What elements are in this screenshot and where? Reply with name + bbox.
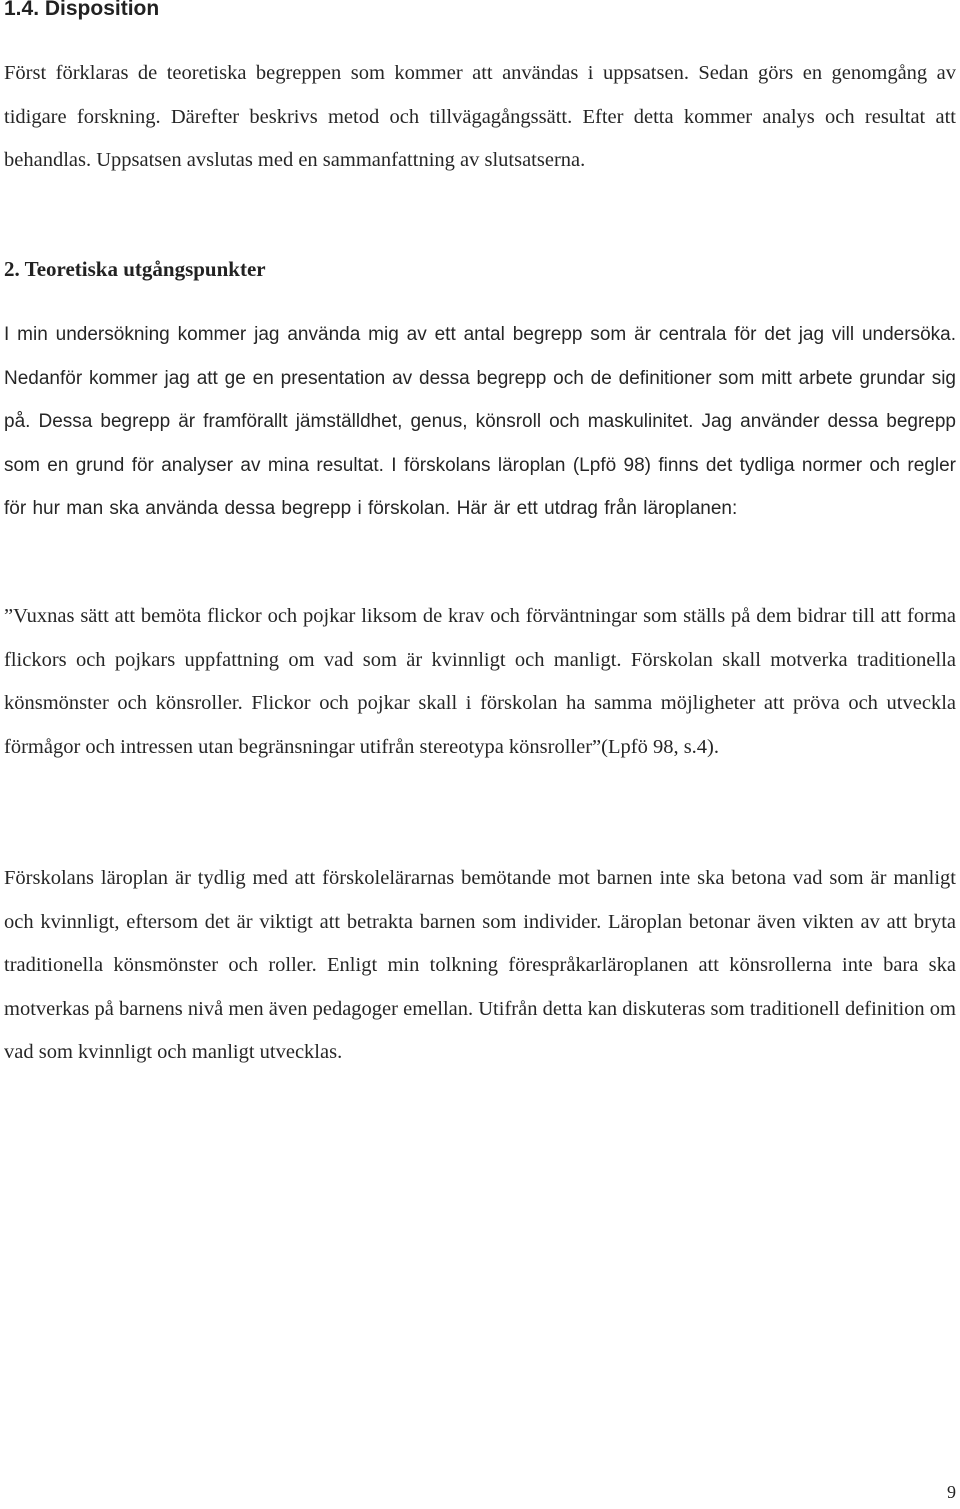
section-heading-theory: 2. Teoretiska utgångspunkter: [4, 257, 266, 281]
curriculum-quote: ”Vuxnas sätt att bemöta flickor och pojkar liksom de krav och förväntningar som ställs på dem bidrar till att forma flickors och pojkars uppfattning om vad som är kvinnligt och manligt. Förskolan skall motverka traditionella könsmönster och könsroller. Flickor och pojkar skall i förskolan ha samma möjligheter att pröva och utveckla förmågor och intressen utan begränsningar utifrån stereotypa könsroller”(Lpfö 98, s.4).: [4, 605, 956, 758]
page-number: 9: [947, 1482, 956, 1502]
theory-paragraph: I min undersökning kommer jag använda mig av ett antal begrepp som är centrala för det jag vill undersöka. Nedanför kommer jag att ge en presentation av dessa begrepp och de definitioner som mitt arbete grundar sig på. Dessa begrepp är framförallt jämställdhet, genus, könsroll och maskulinitet. Jag använder dessa begrepp som en grund för analyser av mina resultat. I förskolans läroplan (Lpfö 98) finns det tydliga normer och regler för hur man ska använda dessa begrepp i förskolan. Här är ett utdrag från läroplanen:: [4, 324, 956, 519]
disposition-paragraph: Först förklaras de teoretiska begreppen som kommer att användas i uppsatsen. Sedan görs en genomgång av tidigare forskning. Därefter beskrivs metod och tillvägagångssätt. Efter detta kommer analys och resultat att behandlas. Uppsatsen avslutas med en sammanfattning av slutsatserna.: [4, 62, 956, 171]
section-heading-disposition: 1.4. Disposition: [4, 0, 160, 20]
curriculum-discussion-paragraph: Förskolans läroplan är tydlig med att förskolelärarnas bemötande mot barnen inte ska betona vad som är manligt och kvinnligt, eftersom det är viktigt att betrakta barnen som individer. Läroplan betonar även vikten av att bryta traditionella könsmönster och roller. Enligt min tolkning förespråkarläroplanen att könsrollerna inte bara ska motverkas på barnens nivå men även pedagoger emellan. Utifrån detta kan diskuteras som traditionell definition om vad som kvinnligt och manligt utvecklas.: [4, 867, 956, 1063]
